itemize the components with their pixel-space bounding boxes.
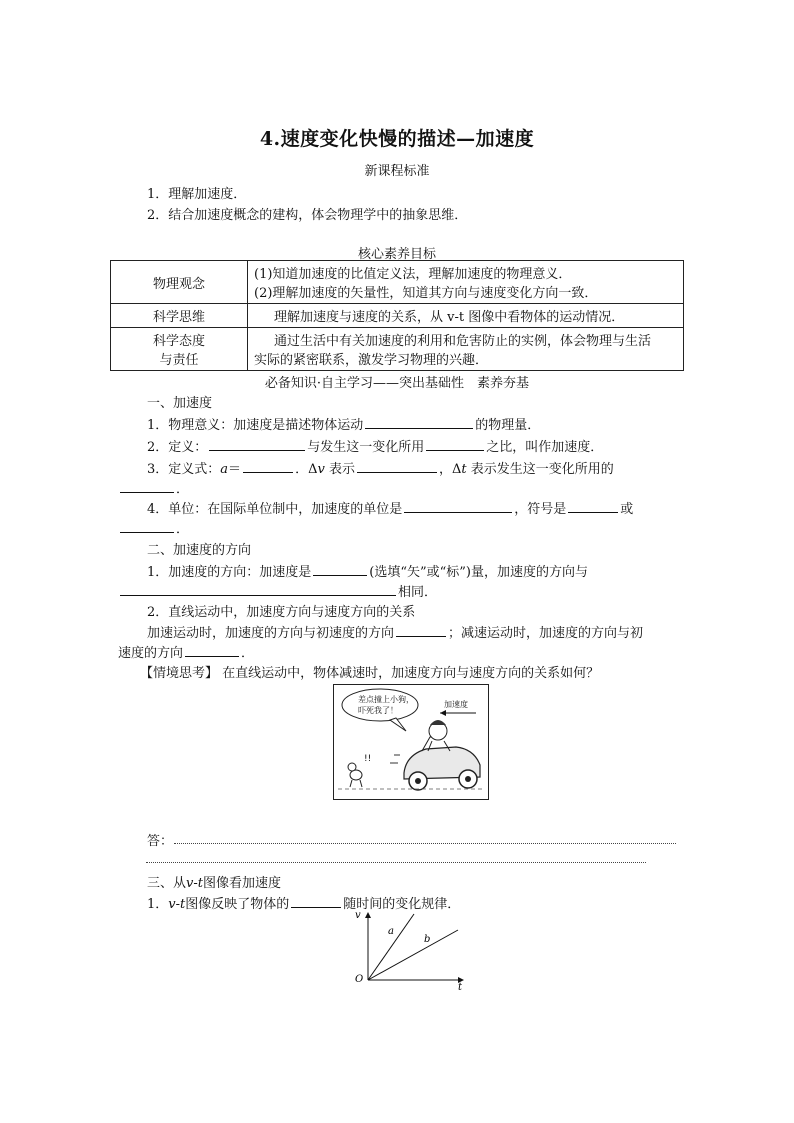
scenario-text: 在直线运动中，物体减速时，加速度方向与速度方向的关系如何？ <box>222 666 600 681</box>
s3-item-1: 1．v-t图像反映了物体的 随时间的变化规律． <box>147 893 460 912</box>
s2-item-1: 1．加速度的方向：加速度是 (选填“矢”或“标”)量，加速度的方向与 <box>147 561 588 580</box>
section-1-heading: 一、加速度 <box>147 396 213 411</box>
scenario-question <box>140 662 599 681</box>
s2-item-3-cont: 速度的方向 ． <box>118 642 254 661</box>
core-row-label-line: 与责任 <box>159 353 199 368</box>
y-axis-arrow-icon <box>365 912 371 918</box>
s1-item-1: 1．物理意义：加速度是描述物体运动 的物理量． <box>147 414 540 433</box>
core-literacy-table <box>110 260 684 371</box>
core-row-line: (2)理解加速度的矢量性，知道其方向与速度变化方向一致． <box>254 286 598 301</box>
core-row-label: 物理观念 <box>111 261 248 304</box>
y-axis-label: v <box>355 910 361 921</box>
core-row-label: 科学思维 <box>111 304 248 328</box>
fill-blank[interactable] <box>396 623 446 637</box>
svg-text:!!: !! <box>364 754 372 764</box>
core-row-line: (1)知道加速度的比值定义法，理解加速度的物理意义． <box>254 267 572 282</box>
s2-item-2: 2．直线运动中，加速度方向与速度方向的关系 <box>147 605 416 620</box>
core-heading: 核心素养目标 <box>357 247 436 262</box>
core-row-label <box>111 328 248 371</box>
vt-graph <box>348 908 468 992</box>
fill-blank[interactable] <box>426 437 484 451</box>
bubble-line-1: 差点撞上小狗， <box>358 695 414 704</box>
core-row-content <box>248 304 684 328</box>
fill-blank[interactable] <box>209 437 305 451</box>
page-title: 4.速度变化快慢的描述—加速度 <box>259 128 535 150</box>
fill-blank[interactable] <box>120 479 174 493</box>
section-3-heading: 三、从v-t图像看加速度 <box>147 876 281 891</box>
core-row-line: 实际的紧密联系，激发学习物理的兴趣． <box>254 353 489 368</box>
line-b-label: b <box>424 934 431 945</box>
cartoon-drawing <box>334 685 488 799</box>
line-a-label: a <box>388 926 394 937</box>
fill-blank[interactable] <box>313 562 367 576</box>
braking-car-cartoon <box>333 684 489 800</box>
standard-heading: 新课程标准 <box>364 164 430 179</box>
core-row-line: 通过生活中有关加速度的利用和危害防止的实例，体会物理与生活 <box>274 334 652 349</box>
fill-blank[interactable] <box>404 499 512 513</box>
line-b <box>368 930 458 980</box>
fill-blank[interactable] <box>185 643 239 657</box>
core-row-content <box>248 328 684 371</box>
scenario-tag: 【情境思考】 <box>140 666 219 681</box>
line-a <box>368 914 414 980</box>
arrow-left-icon <box>440 710 446 716</box>
x-axis-label: t <box>458 982 463 992</box>
core-row-content <box>248 261 684 304</box>
origin-label: O <box>355 974 364 985</box>
fill-blank[interactable] <box>568 499 618 513</box>
s1-item-4: 4．单位：在国际单位制中，加速度的单位是 ，符号是 或 <box>147 498 633 517</box>
s2-item-1-cont: 相同． <box>118 581 437 600</box>
bubble-line-2: 吓死我了！ <box>358 706 398 715</box>
fill-blank[interactable] <box>243 459 293 473</box>
s1-item-2: 2．定义： 与发生这一变化所用 之比，叫作加速度． <box>147 436 603 455</box>
answer-line[interactable] <box>146 862 646 863</box>
core-row-label-line: 科学态度 <box>152 334 205 349</box>
standard-item-2: 2．结合加速度概念的建构，体会物理学中的抽象思维． <box>147 208 468 223</box>
section-bar: 必备知识·自主学习——突出基础性 素养夯基 <box>264 376 530 391</box>
s1-item-3-cont: ． <box>118 478 189 497</box>
standard-item-1: 1．理解加速度． <box>147 187 247 202</box>
fill-blank[interactable] <box>120 582 396 596</box>
fill-blank[interactable] <box>120 519 174 533</box>
answer-label: 答： <box>147 834 174 849</box>
s1-item-4-cont: ． <box>118 518 189 537</box>
s2-item-3: 加速运动时，加速度的方向与初速度的方向 ；减速运动时，加速度的方向与初 <box>147 622 643 641</box>
core-row-line: 理解加速度与速度的关系，从 v-t 图像中看物体的运动情况． <box>274 310 625 325</box>
fill-blank[interactable] <box>365 415 473 429</box>
fill-blank[interactable] <box>357 459 437 473</box>
s1-item-3: 3．定义式：a＝ ．Δv 表示 ，Δt 表示发生这一变化所用的 <box>147 458 614 477</box>
acceleration-label: 加速度 <box>444 700 468 709</box>
fill-blank[interactable] <box>291 894 341 908</box>
section-2-heading: 二、加速度的方向 <box>147 543 252 558</box>
answer-line[interactable] <box>174 843 676 844</box>
